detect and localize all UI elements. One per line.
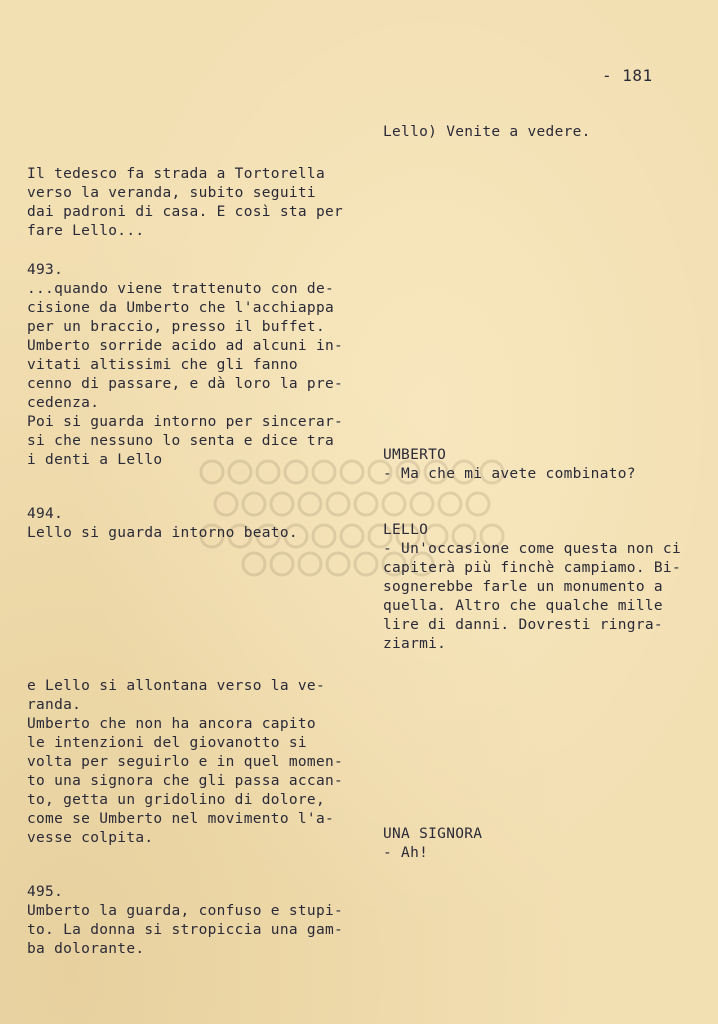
action-lello-allontana: e Lello si allontana verso la ve- randa. Umberto che non ha ancora capito le intenzioni del giovanotto si volta per seguirlo e in quel momen- to una signora che gli passa accan- to, getta un gridolino di dolore, come se Umberto nel movimento l'a- vesse colpita. [27,678,344,846]
dialogue-umberto: UMBERTO - Ma che mi avete combinato? [383,447,636,482]
action-tedesco-veranda: Il tedesco fa strada a Tortorella verso la veranda, subito seguiti dai padroni di casa. E così sta per fare Lello... [27,166,344,239]
scene-493: 493. ...quando viene trattenuto con de- cisione da Umberto che l'acchiappa per un braccio, presso il buffet. Umberto sorride acido ad alcuni in- vitati altissimi che gli fanno cenno di passare, e dà loro la pre- cedenza. Poi si guarda intorno per sincerar- si che nessuno lo senta e dice tra i denti a Lello [27,262,344,468]
scene-494: 494. Lello si guarda intorno beato. [27,506,298,541]
dialogue-lello-venite: Lello) Venite a vedere. [383,124,591,140]
dialogue-una-signora: UNA SIGNORA - Ah! [383,826,483,861]
page-number: - 181 [602,66,653,85]
scene-495: 495. Umberto la guarda, confuso e stupi- to. La donna si stropiccia una gam- ba dolorante. [27,884,344,957]
dialogue-lello-occasione: LELLO - Un'occasione come questa non ci capiterà più finchè campiamo. Bi- sognerebbe farle un monumento a quella. Altro che qualche mille lire di danni. Dovresti ringra- ziarmi. [383,522,681,652]
